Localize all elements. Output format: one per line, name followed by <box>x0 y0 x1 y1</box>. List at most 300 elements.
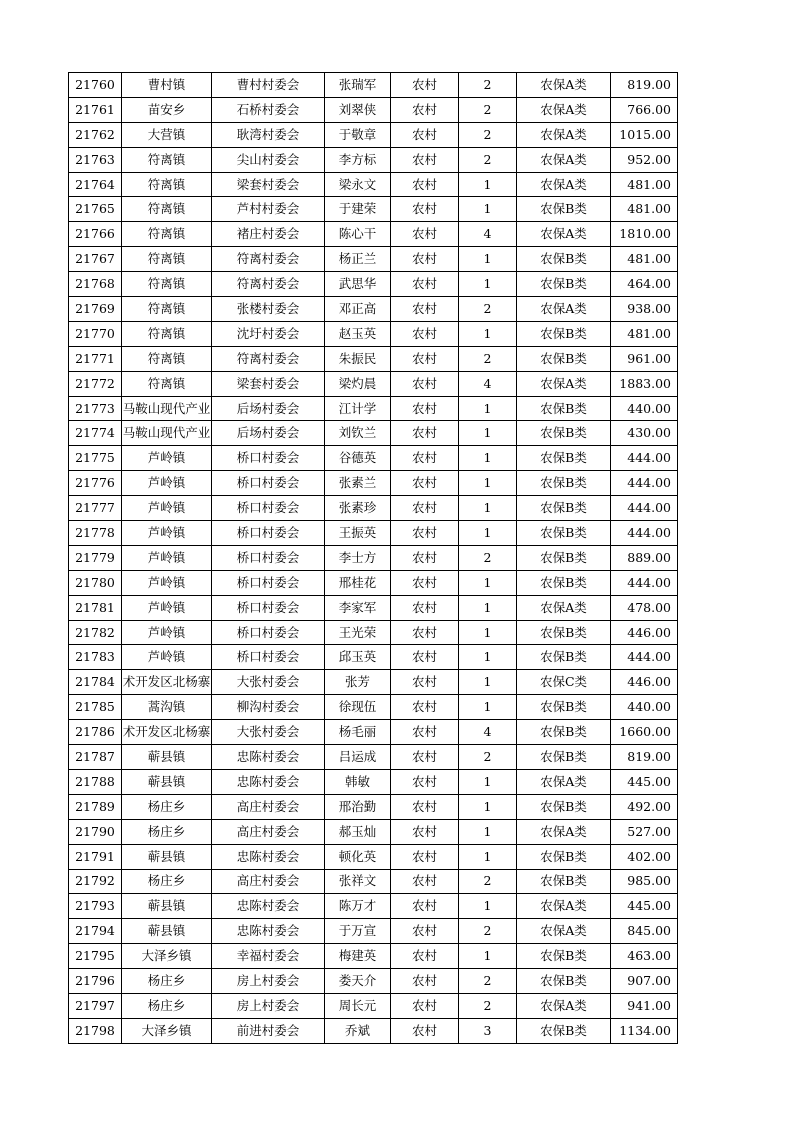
area-type-cell: 农村 <box>391 222 459 247</box>
household-count-cell: 2 <box>459 297 517 322</box>
household-count-cell: 2 <box>459 97 517 122</box>
row-id-cell: 21778 <box>69 521 122 546</box>
area-type-cell: 农村 <box>391 670 459 695</box>
township-cell: 符离镇 <box>122 247 212 272</box>
name-cell: 郝玉灿 <box>325 819 391 844</box>
row-id-cell: 21795 <box>69 944 122 969</box>
household-count-cell: 1 <box>459 794 517 819</box>
township-cell: 蕲县镇 <box>122 919 212 944</box>
amount-cell: 952.00 <box>611 147 678 172</box>
township-cell: 芦岭镇 <box>122 471 212 496</box>
name-cell: 江计学 <box>325 396 391 421</box>
area-type-cell: 农村 <box>391 496 459 521</box>
row-id-cell: 21771 <box>69 346 122 371</box>
name-cell: 张芳 <box>325 670 391 695</box>
household-count-cell: 1 <box>459 172 517 197</box>
township-cell: 大营镇 <box>122 122 212 147</box>
household-count-cell: 1 <box>459 894 517 919</box>
village-cell: 后场村委会 <box>212 421 325 446</box>
row-id-cell: 21769 <box>69 297 122 322</box>
table-row <box>69 272 678 297</box>
amount-cell: 1883.00 <box>611 371 678 396</box>
row-id-cell: 21780 <box>69 570 122 595</box>
table-row <box>69 919 678 944</box>
household-count-cell: 2 <box>459 346 517 371</box>
township-cell: 符离镇 <box>122 172 212 197</box>
amount-cell: 985.00 <box>611 869 678 894</box>
household-count-cell: 1 <box>459 496 517 521</box>
household-count-cell: 2 <box>459 545 517 570</box>
area-type-cell: 农村 <box>391 919 459 944</box>
household-count-cell: 1 <box>459 197 517 222</box>
insurance-type-cell: 农保A类 <box>517 993 611 1018</box>
township-cell: 芦岭镇 <box>122 521 212 546</box>
table-row <box>69 894 678 919</box>
household-count-cell: 2 <box>459 73 517 98</box>
area-type-cell: 农村 <box>391 570 459 595</box>
insurance-type-cell: 农保A类 <box>517 122 611 147</box>
village-cell: 沈圩村委会 <box>212 321 325 346</box>
insurance-type-cell: 农保A类 <box>517 819 611 844</box>
amount-cell: 819.00 <box>611 745 678 770</box>
insurance-type-cell: 农保B类 <box>517 396 611 421</box>
area-type-cell: 农村 <box>391 944 459 969</box>
name-cell: 李家军 <box>325 595 391 620</box>
township-cell: 曹村镇 <box>122 73 212 98</box>
name-cell: 顿化英 <box>325 844 391 869</box>
household-count-cell: 2 <box>459 993 517 1018</box>
name-cell: 朱振民 <box>325 346 391 371</box>
area-type-cell: 农村 <box>391 122 459 147</box>
village-cell: 高庄村委会 <box>212 794 325 819</box>
table-row <box>69 521 678 546</box>
village-cell: 前进村委会 <box>212 1018 325 1043</box>
household-count-cell: 1 <box>459 321 517 346</box>
township-cell: 术开发区北杨寨 <box>122 670 212 695</box>
township-cell: 符离镇 <box>122 321 212 346</box>
row-id-cell: 21781 <box>69 595 122 620</box>
area-type-cell: 农村 <box>391 794 459 819</box>
name-cell: 于建荣 <box>325 197 391 222</box>
table-row <box>69 122 678 147</box>
row-id-cell: 21773 <box>69 396 122 421</box>
village-cell: 曹村村委会 <box>212 73 325 98</box>
area-type-cell: 农村 <box>391 894 459 919</box>
area-type-cell: 农村 <box>391 695 459 720</box>
name-cell: 陈万才 <box>325 894 391 919</box>
village-cell: 高庄村委会 <box>212 819 325 844</box>
township-cell: 芦岭镇 <box>122 595 212 620</box>
name-cell: 陈心干 <box>325 222 391 247</box>
amount-cell: 446.00 <box>611 620 678 645</box>
data-table <box>68 72 678 1044</box>
village-cell: 张楼村委会 <box>212 297 325 322</box>
name-cell: 杨正兰 <box>325 247 391 272</box>
name-cell: 张素珍 <box>325 496 391 521</box>
area-type-cell: 农村 <box>391 819 459 844</box>
township-cell: 芦岭镇 <box>122 620 212 645</box>
name-cell: 张祥文 <box>325 869 391 894</box>
table-row <box>69 496 678 521</box>
village-cell: 尖山村委会 <box>212 147 325 172</box>
insurance-type-cell: 农保A类 <box>517 73 611 98</box>
table-row <box>69 570 678 595</box>
village-cell: 忠陈村委会 <box>212 745 325 770</box>
table-row <box>69 73 678 98</box>
amount-cell: 766.00 <box>611 97 678 122</box>
amount-cell: 1810.00 <box>611 222 678 247</box>
name-cell: 刘翠侠 <box>325 97 391 122</box>
insurance-type-cell: 农保A类 <box>517 297 611 322</box>
household-count-cell: 2 <box>459 969 517 994</box>
row-id-cell: 21790 <box>69 819 122 844</box>
name-cell: 王光荣 <box>325 620 391 645</box>
row-id-cell: 21772 <box>69 371 122 396</box>
village-cell: 桥口村委会 <box>212 620 325 645</box>
township-cell: 马鞍山现代产业 <box>122 421 212 446</box>
household-count-cell: 1 <box>459 570 517 595</box>
amount-cell: 481.00 <box>611 197 678 222</box>
village-cell: 梁套村委会 <box>212 172 325 197</box>
area-type-cell: 农村 <box>391 869 459 894</box>
village-cell: 褚庄村委会 <box>212 222 325 247</box>
township-cell: 大泽乡镇 <box>122 944 212 969</box>
area-type-cell: 农村 <box>391 272 459 297</box>
insurance-type-cell: 农保B类 <box>517 720 611 745</box>
table-row <box>69 545 678 570</box>
table-row <box>69 769 678 794</box>
amount-cell: 492.00 <box>611 794 678 819</box>
village-cell: 符离村委会 <box>212 247 325 272</box>
row-id-cell: 21761 <box>69 97 122 122</box>
township-cell: 符离镇 <box>122 346 212 371</box>
table-row <box>69 396 678 421</box>
insurance-type-cell: 农保B类 <box>517 521 611 546</box>
amount-cell: 819.00 <box>611 73 678 98</box>
village-cell: 大张村委会 <box>212 670 325 695</box>
row-id-cell: 21784 <box>69 670 122 695</box>
amount-cell: 444.00 <box>611 496 678 521</box>
row-id-cell: 21770 <box>69 321 122 346</box>
row-id-cell: 21788 <box>69 769 122 794</box>
area-type-cell: 农村 <box>391 745 459 770</box>
amount-cell: 1134.00 <box>611 1018 678 1043</box>
area-type-cell: 农村 <box>391 346 459 371</box>
amount-cell: 463.00 <box>611 944 678 969</box>
area-type-cell: 农村 <box>391 844 459 869</box>
table-row <box>69 720 678 745</box>
row-id-cell: 21797 <box>69 993 122 1018</box>
area-type-cell: 农村 <box>391 993 459 1018</box>
insurance-type-cell: 农保A类 <box>517 769 611 794</box>
household-count-cell: 2 <box>459 745 517 770</box>
insurance-type-cell: 农保B类 <box>517 794 611 819</box>
insurance-type-cell: 农保B类 <box>517 1018 611 1043</box>
table-row <box>69 147 678 172</box>
village-cell: 桥口村委会 <box>212 545 325 570</box>
table-row <box>69 595 678 620</box>
insurance-type-cell: 农保B类 <box>517 969 611 994</box>
amount-cell: 430.00 <box>611 421 678 446</box>
amount-cell: 445.00 <box>611 894 678 919</box>
table-row <box>69 446 678 471</box>
household-count-cell: 3 <box>459 1018 517 1043</box>
table-row <box>69 645 678 670</box>
insurance-type-cell: 农保B类 <box>517 645 611 670</box>
household-count-cell: 4 <box>459 222 517 247</box>
name-cell: 徐现伍 <box>325 695 391 720</box>
amount-cell: 444.00 <box>611 645 678 670</box>
row-id-cell: 21764 <box>69 172 122 197</box>
area-type-cell: 农村 <box>391 147 459 172</box>
township-cell: 符离镇 <box>122 371 212 396</box>
insurance-type-cell: 农保A类 <box>517 147 611 172</box>
household-count-cell: 1 <box>459 944 517 969</box>
amount-cell: 440.00 <box>611 396 678 421</box>
township-cell: 杨庄乡 <box>122 794 212 819</box>
name-cell: 吕运成 <box>325 745 391 770</box>
household-count-cell: 1 <box>459 670 517 695</box>
table-row <box>69 844 678 869</box>
area-type-cell: 农村 <box>391 73 459 98</box>
household-count-cell: 1 <box>459 471 517 496</box>
amount-cell: 445.00 <box>611 769 678 794</box>
row-id-cell: 21775 <box>69 446 122 471</box>
amount-cell: 444.00 <box>611 446 678 471</box>
village-cell: 耿湾村委会 <box>212 122 325 147</box>
area-type-cell: 农村 <box>391 645 459 670</box>
table-row <box>69 247 678 272</box>
area-type-cell: 农村 <box>391 371 459 396</box>
area-type-cell: 农村 <box>391 421 459 446</box>
household-count-cell: 2 <box>459 147 517 172</box>
township-cell: 芦岭镇 <box>122 645 212 670</box>
table-row <box>69 346 678 371</box>
township-cell: 符离镇 <box>122 197 212 222</box>
household-count-cell: 1 <box>459 247 517 272</box>
village-cell: 符离村委会 <box>212 272 325 297</box>
area-type-cell: 农村 <box>391 446 459 471</box>
area-type-cell: 农村 <box>391 521 459 546</box>
amount-cell: 440.00 <box>611 695 678 720</box>
area-type-cell: 农村 <box>391 197 459 222</box>
township-cell: 芦岭镇 <box>122 545 212 570</box>
table-row <box>69 993 678 1018</box>
village-cell: 桥口村委会 <box>212 521 325 546</box>
table-body <box>69 73 678 1044</box>
table-row <box>69 371 678 396</box>
area-type-cell: 农村 <box>391 1018 459 1043</box>
household-count-cell: 1 <box>459 819 517 844</box>
name-cell: 梅建英 <box>325 944 391 969</box>
table-row <box>69 172 678 197</box>
name-cell: 邱玉英 <box>325 645 391 670</box>
table-row <box>69 222 678 247</box>
household-count-cell: 4 <box>459 371 517 396</box>
township-cell: 马鞍山现代产业 <box>122 396 212 421</box>
household-count-cell: 2 <box>459 122 517 147</box>
village-cell: 大张村委会 <box>212 720 325 745</box>
table-row <box>69 794 678 819</box>
name-cell: 梁灼晨 <box>325 371 391 396</box>
table-row <box>69 745 678 770</box>
row-id-cell: 21792 <box>69 869 122 894</box>
insurance-type-cell: 农保B类 <box>517 321 611 346</box>
amount-cell: 444.00 <box>611 471 678 496</box>
name-cell: 谷德英 <box>325 446 391 471</box>
insurance-type-cell: 农保B类 <box>517 620 611 645</box>
village-cell: 后场村委会 <box>212 396 325 421</box>
township-cell: 蕲县镇 <box>122 769 212 794</box>
row-id-cell: 21789 <box>69 794 122 819</box>
insurance-type-cell: 农保B类 <box>517 695 611 720</box>
amount-cell: 889.00 <box>611 545 678 570</box>
name-cell: 杨毛丽 <box>325 720 391 745</box>
household-count-cell: 1 <box>459 769 517 794</box>
township-cell: 苗安乡 <box>122 97 212 122</box>
row-id-cell: 21786 <box>69 720 122 745</box>
village-cell: 高庄村委会 <box>212 869 325 894</box>
row-id-cell: 21793 <box>69 894 122 919</box>
name-cell: 王振英 <box>325 521 391 546</box>
amount-cell: 481.00 <box>611 321 678 346</box>
township-cell: 大泽乡镇 <box>122 1018 212 1043</box>
name-cell: 邓正高 <box>325 297 391 322</box>
name-cell: 于敬章 <box>325 122 391 147</box>
village-cell: 桥口村委会 <box>212 471 325 496</box>
amount-cell: 938.00 <box>611 297 678 322</box>
village-cell: 忠陈村委会 <box>212 844 325 869</box>
name-cell: 邢治勤 <box>325 794 391 819</box>
insurance-type-cell: 农保A类 <box>517 595 611 620</box>
insurance-type-cell: 农保C类 <box>517 670 611 695</box>
village-cell: 幸福村委会 <box>212 944 325 969</box>
township-cell: 蕲县镇 <box>122 844 212 869</box>
row-id-cell: 21782 <box>69 620 122 645</box>
name-cell: 张瑞军 <box>325 73 391 98</box>
township-cell: 杨庄乡 <box>122 993 212 1018</box>
row-id-cell: 21785 <box>69 695 122 720</box>
row-id-cell: 21774 <box>69 421 122 446</box>
township-cell: 杨庄乡 <box>122 869 212 894</box>
name-cell: 邢桂花 <box>325 570 391 595</box>
village-cell: 忠陈村委会 <box>212 919 325 944</box>
table-row <box>69 969 678 994</box>
insurance-type-cell: 农保A类 <box>517 97 611 122</box>
household-count-cell: 1 <box>459 695 517 720</box>
amount-cell: 961.00 <box>611 346 678 371</box>
amount-cell: 527.00 <box>611 819 678 844</box>
village-cell: 忠陈村委会 <box>212 894 325 919</box>
row-id-cell: 21779 <box>69 545 122 570</box>
area-type-cell: 农村 <box>391 247 459 272</box>
name-cell: 武思华 <box>325 272 391 297</box>
area-type-cell: 农村 <box>391 471 459 496</box>
insurance-type-cell: 农保A类 <box>517 894 611 919</box>
name-cell: 于万宣 <box>325 919 391 944</box>
amount-cell: 481.00 <box>611 247 678 272</box>
insurance-type-cell: 农保B类 <box>517 944 611 969</box>
village-cell: 桥口村委会 <box>212 496 325 521</box>
name-cell: 乔斌 <box>325 1018 391 1043</box>
township-cell: 符离镇 <box>122 147 212 172</box>
area-type-cell: 农村 <box>391 97 459 122</box>
insurance-type-cell: 农保A类 <box>517 222 611 247</box>
amount-cell: 402.00 <box>611 844 678 869</box>
village-cell: 柳沟村委会 <box>212 695 325 720</box>
household-count-cell: 4 <box>459 720 517 745</box>
amount-cell: 478.00 <box>611 595 678 620</box>
village-cell: 符离村委会 <box>212 346 325 371</box>
household-count-cell: 1 <box>459 645 517 670</box>
table-row <box>69 670 678 695</box>
insurance-type-cell: 农保B类 <box>517 446 611 471</box>
row-id-cell: 21763 <box>69 147 122 172</box>
village-cell: 桥口村委会 <box>212 595 325 620</box>
name-cell: 周长元 <box>325 993 391 1018</box>
table-row <box>69 695 678 720</box>
township-cell: 杨庄乡 <box>122 969 212 994</box>
area-type-cell: 农村 <box>391 297 459 322</box>
name-cell: 刘钦兰 <box>325 421 391 446</box>
township-cell: 蕲县镇 <box>122 745 212 770</box>
village-cell: 石桥村委会 <box>212 97 325 122</box>
row-id-cell: 21767 <box>69 247 122 272</box>
table-row <box>69 97 678 122</box>
table-row <box>69 819 678 844</box>
row-id-cell: 21783 <box>69 645 122 670</box>
amount-cell: 444.00 <box>611 570 678 595</box>
name-cell: 娄天介 <box>325 969 391 994</box>
township-cell: 芦岭镇 <box>122 446 212 471</box>
row-id-cell: 21791 <box>69 844 122 869</box>
name-cell: 李方标 <box>325 147 391 172</box>
row-id-cell: 21760 <box>69 73 122 98</box>
area-type-cell: 农村 <box>391 769 459 794</box>
village-cell: 房上村委会 <box>212 969 325 994</box>
amount-cell: 481.00 <box>611 172 678 197</box>
row-id-cell: 21765 <box>69 197 122 222</box>
household-count-cell: 1 <box>459 396 517 421</box>
household-count-cell: 1 <box>459 595 517 620</box>
household-count-cell: 1 <box>459 844 517 869</box>
township-cell: 杨庄乡 <box>122 819 212 844</box>
row-id-cell: 21766 <box>69 222 122 247</box>
amount-cell: 1660.00 <box>611 720 678 745</box>
village-cell: 芦村村委会 <box>212 197 325 222</box>
table-row <box>69 197 678 222</box>
insurance-type-cell: 农保A类 <box>517 371 611 396</box>
area-type-cell: 农村 <box>391 396 459 421</box>
amount-cell: 464.00 <box>611 272 678 297</box>
amount-cell: 444.00 <box>611 521 678 546</box>
area-type-cell: 农村 <box>391 172 459 197</box>
area-type-cell: 农村 <box>391 969 459 994</box>
name-cell: 韩敏 <box>325 769 391 794</box>
row-id-cell: 21776 <box>69 471 122 496</box>
village-cell: 桥口村委会 <box>212 446 325 471</box>
household-count-cell: 2 <box>459 869 517 894</box>
township-cell: 芦岭镇 <box>122 570 212 595</box>
insurance-type-cell: 农保A类 <box>517 919 611 944</box>
insurance-type-cell: 农保A类 <box>517 172 611 197</box>
household-count-cell: 1 <box>459 446 517 471</box>
insurance-type-cell: 农保B类 <box>517 844 611 869</box>
household-count-cell: 2 <box>459 919 517 944</box>
name-cell: 张素兰 <box>325 471 391 496</box>
insurance-type-cell: 农保B类 <box>517 247 611 272</box>
row-id-cell: 21796 <box>69 969 122 994</box>
